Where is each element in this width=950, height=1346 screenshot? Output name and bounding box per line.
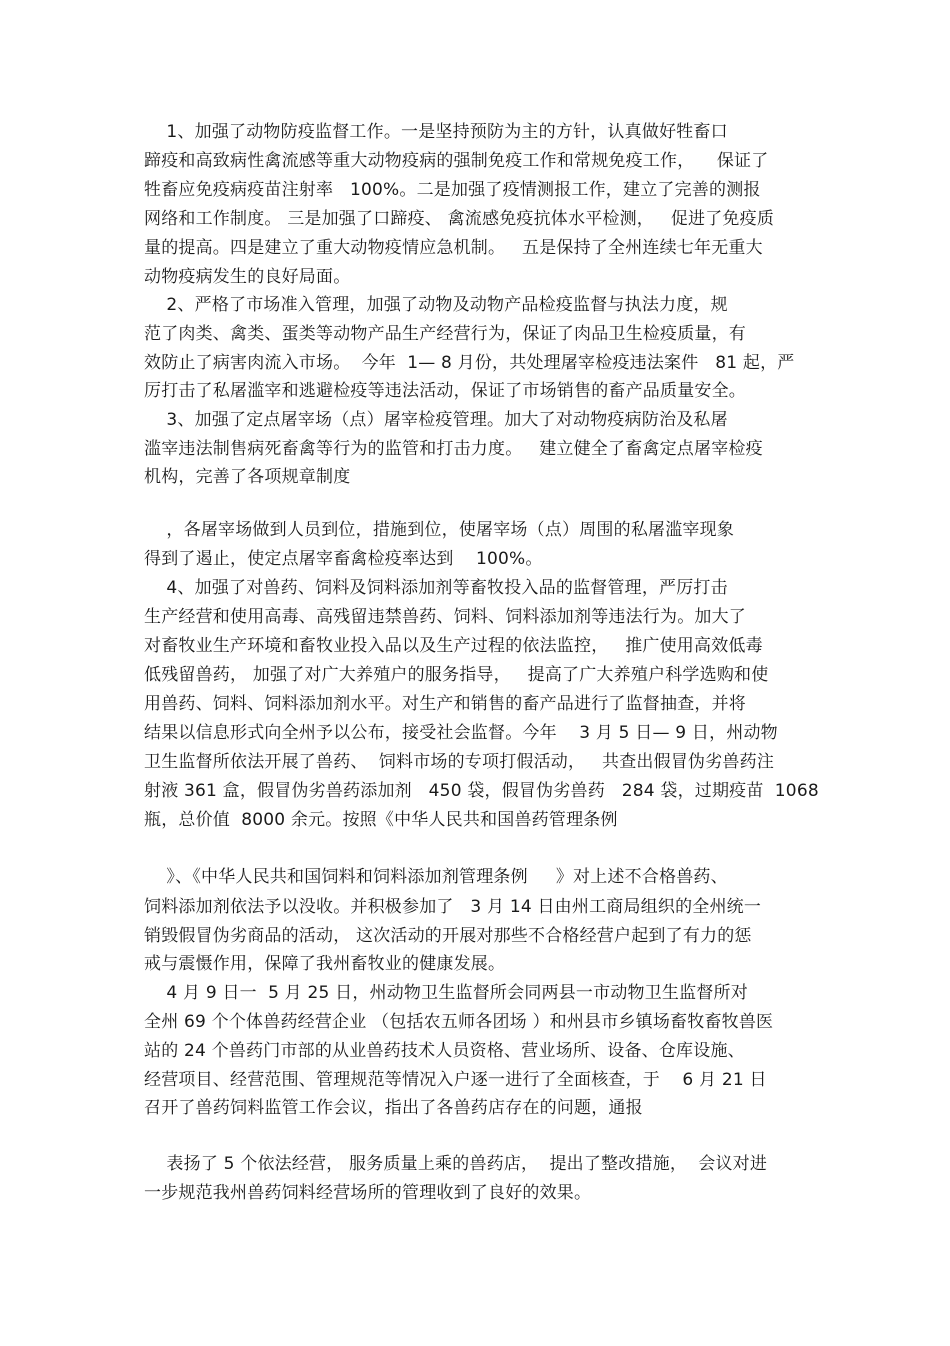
text-line: 站的 24 个兽药门市部的从业兽药技术人员资格、营业场所、设备、仓库设施、	[144, 1041, 745, 1061]
text-line: 经营项目、经营范围、管理规范等情况入户逐一进行了全面核查，于 6 月 21 日	[144, 1070, 767, 1090]
text-line: 销毁假冒伪劣商品的活动， 这次活动的开展对那些不合格经营户起到了有力的惩	[144, 926, 752, 946]
text-line: 效防止了病害肉流入市场。 今年 1— 8 月份，共处理屠宰检疫违法案件 81 起，严	[144, 353, 795, 373]
text-line: 一步规范我州兽药饲料经营场所的管理收到了良好的效果。	[144, 1183, 592, 1203]
text-line: 4 月 9 日一 5 月 25 日，州动物卫生监督所会同两县一市动物卫生监督所对	[144, 983, 748, 1003]
text-line: 4、加强了对兽药、饲料及饲料添加剂等畜牧投入品的监督管理，严厉打击	[144, 578, 728, 598]
text-line: 召开了兽药饲料监管工作会议，指出了各兽药店存在的问题，通报	[144, 1098, 643, 1118]
text-line: 范了肉类、禽类、蛋类等动物产品生产经营行为，保证了肉品卫生检疫质量，有	[144, 324, 746, 344]
text-line: 射液 361 盒，假冒伪劣兽药添加剂 450 袋，假冒伪劣兽药 284 袋，过期疫苗 1068	[144, 781, 819, 801]
text-line: ，各屠宰场做到人员到位，措施到位，使屠宰场（点）周围的私屠滥宰现象	[144, 520, 735, 540]
text-line: 2、严格了市场准入管理，加强了动物及动物产品检疫监督与执法力度，规	[144, 295, 728, 315]
text-line: 用兽药、饲料、饲料添加剂水平。对生产和销售的畜产品进行了监督抽查，并将	[144, 694, 746, 714]
text-line: 动物疫病发生的良好局面。	[144, 267, 351, 287]
text-line: 1、加强了动物防疫监督工作。一是坚持预防为主的方针，认真做好牲畜口	[144, 122, 728, 142]
text-line: 戒与震慑作用，保障了我州畜牧业的健康发展。	[144, 954, 506, 974]
text-line: 结果以信息形式向全州予以公布，接受社会监督。今年 3 月 5 日— 9 日，州动物	[144, 723, 778, 743]
text-line: 滥宰违法制售病死畜禽等行为的监管和打击力度。 建立健全了畜禽定点屠宰检疫	[144, 439, 763, 459]
text-line: 卫生监督所依法开展了兽药、 饲料市场的专项打假活动， 共查出假冒伪劣兽药注	[144, 752, 775, 772]
text-line: 》、《中华人民共和国饲料和饲料添加剂管理条例 》对上述不合格兽药、	[144, 867, 728, 887]
text-line: 厉打击了私屠滥宰和逃避检疫等违法活动，保证了市场销售的畜产品质量安全。	[144, 381, 746, 401]
text-line: 低残留兽药， 加强了对广大养殖户的服务指导， 提高了广大养殖户科学选购和使	[144, 665, 769, 685]
text-line: 蹄疫和高致病性禽流感等重大动物疫病的强制免疫工作和常规免疫工作， 保证了	[144, 151, 769, 171]
text-line: 网络和工作制度。 三是加强了口蹄疫、 禽流感免疫抗体水平检测， 促进了免疫质	[144, 209, 775, 229]
text-line: 生产经营和使用高毒、高残留违禁兽药、饲料、饲料添加剂等违法行为。加大了	[144, 607, 746, 627]
text-line: 对畜牧业生产环境和畜牧业投入品以及生产过程的依法监控， 推广使用高效低毒	[144, 636, 763, 656]
text-line: 机构，完善了各项规章制度	[144, 467, 351, 487]
text-line: 得到了遏止，使定点屠宰畜禽检疫率达到 100%。	[144, 549, 543, 569]
text-line: 表扬了 5 个依法经营， 服务质量上乘的兽药店， 提出了整改措施， 会议对进	[144, 1154, 768, 1174]
text-line: 饲料添加剂依法予以没收。并积极参加了 3 月 14 日由州工商局组织的全州统一	[144, 897, 762, 917]
text-line: 量的提高。四是建立了重大动物疫情应急机制。 五是保持了全州连续七年无重大	[144, 238, 763, 258]
text-line: 牲畜应免疫病疫苗注射率 100%。二是加强了疫情测报工作，建立了完善的测报	[144, 180, 761, 200]
text-line: 3、加强了定点屠宰场（点）屠宰检疫管理。加大了对动物疫病防治及私屠	[144, 410, 728, 430]
text-line: 瓶，总价值 8000 余元。按照《中华人民共和国兽药管理条例	[144, 810, 618, 830]
text-line: 全州 69 个个体兽药经营企业 （包括农五师各团场 ）和州县市乡镇场畜牧畜牧兽医	[144, 1012, 774, 1032]
